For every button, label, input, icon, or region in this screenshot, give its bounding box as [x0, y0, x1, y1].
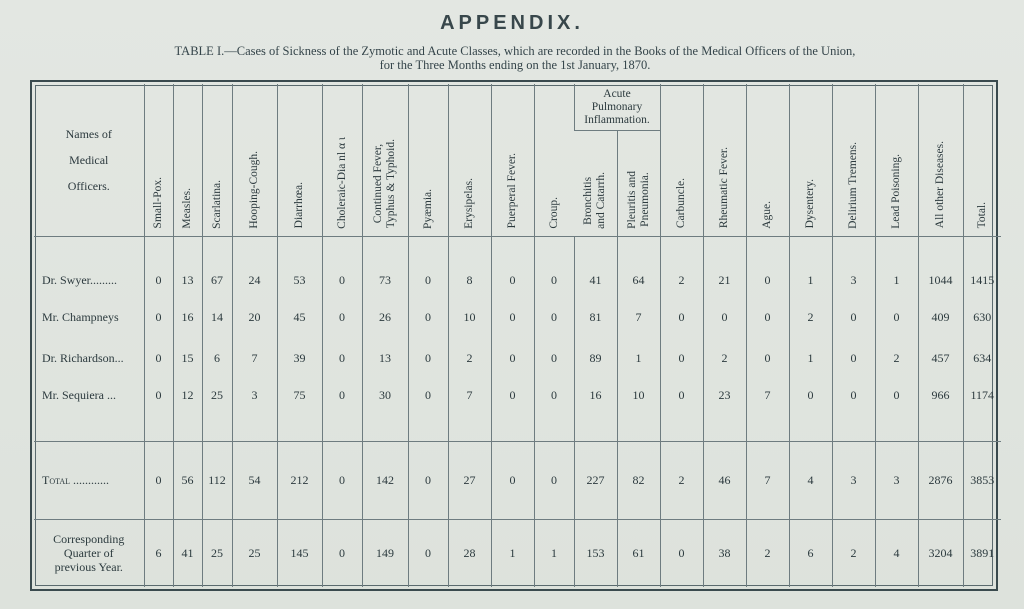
officer-name: Mr. Champneys	[42, 310, 119, 324]
table-cell: 0	[322, 519, 362, 587]
table-cell: 46	[703, 441, 746, 519]
table-cell: 28	[448, 519, 491, 587]
table-cell: 16	[173, 297, 202, 339]
table-cell: 27	[448, 441, 491, 519]
col-header-delirium-tremens: Delirium Tremens.	[832, 84, 875, 236]
table-cell: 0	[534, 379, 574, 413]
appendix-heading: APPENDIX.	[440, 12, 584, 34]
col-header-bronchitis: Bronchitis and Catarrh.	[574, 130, 617, 236]
table-cell: 12	[173, 379, 202, 413]
table-cell: 2	[789, 297, 832, 339]
col-header-continued-fever: Continued Fever, Typhus & Typhoid.	[362, 84, 408, 236]
table-cell: 0	[144, 379, 173, 413]
table-cell: 45	[277, 297, 322, 339]
table-cell: 2	[746, 519, 789, 587]
col-header-diarrhoea: Diarrhœa.	[277, 84, 322, 236]
col-header-pleuritis: Pleuritis and Pneumonia.	[617, 130, 660, 236]
col-header-rheumatic-fever: Rheumatic Fever.	[703, 84, 746, 236]
table-cell: 0	[144, 441, 173, 519]
table-cell: 0	[144, 265, 173, 297]
table-cell: 1415	[963, 265, 1001, 297]
table-cell: 7	[746, 441, 789, 519]
table-cell: 6	[789, 519, 832, 587]
table-cell: 54	[232, 441, 277, 519]
table-cell: 142	[362, 441, 408, 519]
table-cell: 10	[448, 297, 491, 339]
table-cell: 0	[660, 297, 703, 339]
total-row	[34, 441, 1001, 519]
table-cell: 82	[617, 441, 660, 519]
table-cell: 81	[574, 297, 617, 339]
col-header-dysentery: Dysentery.	[789, 84, 832, 236]
table-cell: 2876	[918, 441, 963, 519]
table-cell: 0	[408, 339, 448, 379]
table-cell: 0	[322, 441, 362, 519]
table-cell: 3	[832, 265, 875, 297]
table-cell: 0	[322, 339, 362, 379]
table-cell: 145	[277, 519, 322, 587]
table-cell: 41	[574, 265, 617, 297]
table-cell: 0	[789, 379, 832, 413]
table-cell: 2	[660, 441, 703, 519]
table-cell: 64	[617, 265, 660, 297]
officer-name: Mr. Sequiera ...	[42, 388, 116, 402]
table-cell: 16	[574, 379, 617, 413]
table-cell: 23	[703, 379, 746, 413]
table-cell: 21	[703, 265, 746, 297]
table-cell: 3853	[963, 441, 1001, 519]
table-cell: 3204	[918, 519, 963, 587]
table-cell: 73	[362, 265, 408, 297]
table-cell: 2	[875, 339, 918, 379]
table-cell: 1044	[918, 265, 963, 297]
table-cell: 1	[534, 519, 574, 587]
table-cell: 457	[918, 339, 963, 379]
table-cell: 0	[491, 339, 534, 379]
table-cell: 89	[574, 339, 617, 379]
table-cell: 966	[918, 379, 963, 413]
table-cell: 0	[746, 265, 789, 297]
col-header-measles: Measles.	[173, 84, 202, 236]
table-cell: 15	[173, 339, 202, 379]
table-cell: 1	[789, 265, 832, 297]
table-cell: 0	[408, 379, 448, 413]
table-cell: 0	[322, 265, 362, 297]
table-cell: 39	[277, 339, 322, 379]
table-cell: 1	[491, 519, 534, 587]
names-column-header: Names of Medical Officers.	[34, 84, 144, 236]
total-label: Total ............	[34, 441, 144, 519]
table-cell: 409	[918, 297, 963, 339]
sickness-table	[34, 84, 1001, 587]
table-cell: 0	[875, 297, 918, 339]
table-cell: 227	[574, 441, 617, 519]
table-cell: 1174	[963, 379, 1001, 413]
table-cell: 0	[703, 297, 746, 339]
table-cell: 0	[746, 339, 789, 379]
table-cell: 4	[875, 519, 918, 587]
table-cell: 0	[408, 441, 448, 519]
table-cell: 0	[491, 297, 534, 339]
table-cell: 0	[322, 297, 362, 339]
table-cell: 0	[491, 379, 534, 413]
table-cell: 26	[362, 297, 408, 339]
col-header-small-pox: Small-Pox.	[144, 84, 173, 236]
col-header-pyaemia: Pyæmia.	[408, 84, 448, 236]
table-cell: 0	[660, 379, 703, 413]
table-cell: 1	[875, 265, 918, 297]
table-cell: 10	[617, 379, 660, 413]
table-cell: 7	[617, 297, 660, 339]
col-header-carbuncle: Carbuncle.	[660, 84, 703, 236]
table-cell: 0	[534, 339, 574, 379]
table-cell: 3	[832, 441, 875, 519]
acute-pulmonary-group-header: Acute Pulmonary Inflammation.	[574, 84, 660, 130]
table-cell: 0	[408, 265, 448, 297]
table-cell: 2	[832, 519, 875, 587]
col-header-ague: Ague.	[746, 84, 789, 236]
table-cell: 0	[660, 519, 703, 587]
col-header-choleraic: Choleraic-Dia nl α ι	[322, 84, 362, 236]
table-cell: 112	[202, 441, 232, 519]
table-cell: 75	[277, 379, 322, 413]
col-header-lead-poisoning: Lead Poisoning.	[875, 84, 918, 236]
col-header-hooping-cough: Hooping-Cough.	[232, 84, 277, 236]
table-cell: 14	[202, 297, 232, 339]
table-cell: 634	[963, 339, 1001, 379]
caption-line-2: for the Three Months ending on the 1st January, 1870.	[379, 58, 651, 72]
table-row	[34, 379, 1001, 413]
table-cell: 61	[617, 519, 660, 587]
table-cell: 41	[173, 519, 202, 587]
col-header-total: Total.	[963, 84, 1001, 236]
table-cell: 7	[232, 339, 277, 379]
table-cell: 149	[362, 519, 408, 587]
table-cell: 6	[144, 519, 173, 587]
table-cell: 1	[617, 339, 660, 379]
table-cell: 0	[832, 297, 875, 339]
table-cell: 20	[232, 297, 277, 339]
table-caption	[60, 44, 970, 72]
col-header-puerperal-fever: Puerperal Fever.	[491, 84, 534, 236]
table-cell: 0	[491, 441, 534, 519]
previous-year-row	[34, 519, 1001, 587]
caption-line-1: TABLE I.—Cases of Sickness of the Zymotic and Acute Classes, which are recorded in the Books of the Medical Officers of the Union,	[174, 44, 856, 58]
table-cell: 25	[232, 519, 277, 587]
table-cell: 67	[202, 265, 232, 297]
col-header-erysipelas: Erysipelas.	[448, 84, 491, 236]
table-cell: 6	[202, 339, 232, 379]
table-cell: 0	[832, 379, 875, 413]
table-cell: 153	[574, 519, 617, 587]
table-cell: 0	[534, 297, 574, 339]
table-cell: 212	[277, 441, 322, 519]
table-cell: 0	[832, 339, 875, 379]
table-cell: 2	[448, 339, 491, 379]
table-cell: 630	[963, 297, 1001, 339]
table-cell: 0	[408, 519, 448, 587]
officer-name: Dr. Swyer.........	[42, 273, 117, 287]
table-cell: 3	[875, 441, 918, 519]
table-cell: 1	[789, 339, 832, 379]
col-header-croup: Croup.	[534, 84, 574, 236]
table-cell: 0	[534, 265, 574, 297]
table-cell: 0	[408, 297, 448, 339]
table-cell: 0	[322, 379, 362, 413]
table-cell: 2	[660, 265, 703, 297]
table-cell: 7	[448, 379, 491, 413]
table-cell: 25	[202, 519, 232, 587]
table-cell: 4	[789, 441, 832, 519]
table-cell: 53	[277, 265, 322, 297]
officer-name: Dr. Richardson...	[42, 351, 124, 365]
table-cell: 25	[202, 379, 232, 413]
table-cell: 13	[362, 339, 408, 379]
table-cell: 0	[144, 339, 173, 379]
table-cell: 3891	[963, 519, 1001, 587]
table-cell: 0	[491, 265, 534, 297]
previous-year-label: Corresponding Quarter of previous Year.	[34, 519, 144, 587]
table-cell: 0	[144, 297, 173, 339]
table-cell: 8	[448, 265, 491, 297]
table-cell: 24	[232, 265, 277, 297]
col-header-all-other-diseases: All other Diseases.	[918, 84, 963, 236]
table-cell: 56	[173, 441, 202, 519]
table-cell: 30	[362, 379, 408, 413]
table-row	[34, 339, 1001, 379]
table-cell: 2	[703, 339, 746, 379]
table-cell: 0	[534, 441, 574, 519]
col-header-scarlatina: Scarlatina.	[202, 84, 232, 236]
table-cell: 3	[232, 379, 277, 413]
table-row	[34, 265, 1001, 297]
table-cell: 13	[173, 265, 202, 297]
table-cell: 0	[660, 339, 703, 379]
table-cell: 7	[746, 379, 789, 413]
table-row	[34, 297, 1001, 339]
table-cell: 0	[875, 379, 918, 413]
table-cell: 38	[703, 519, 746, 587]
table-cell: 0	[746, 297, 789, 339]
